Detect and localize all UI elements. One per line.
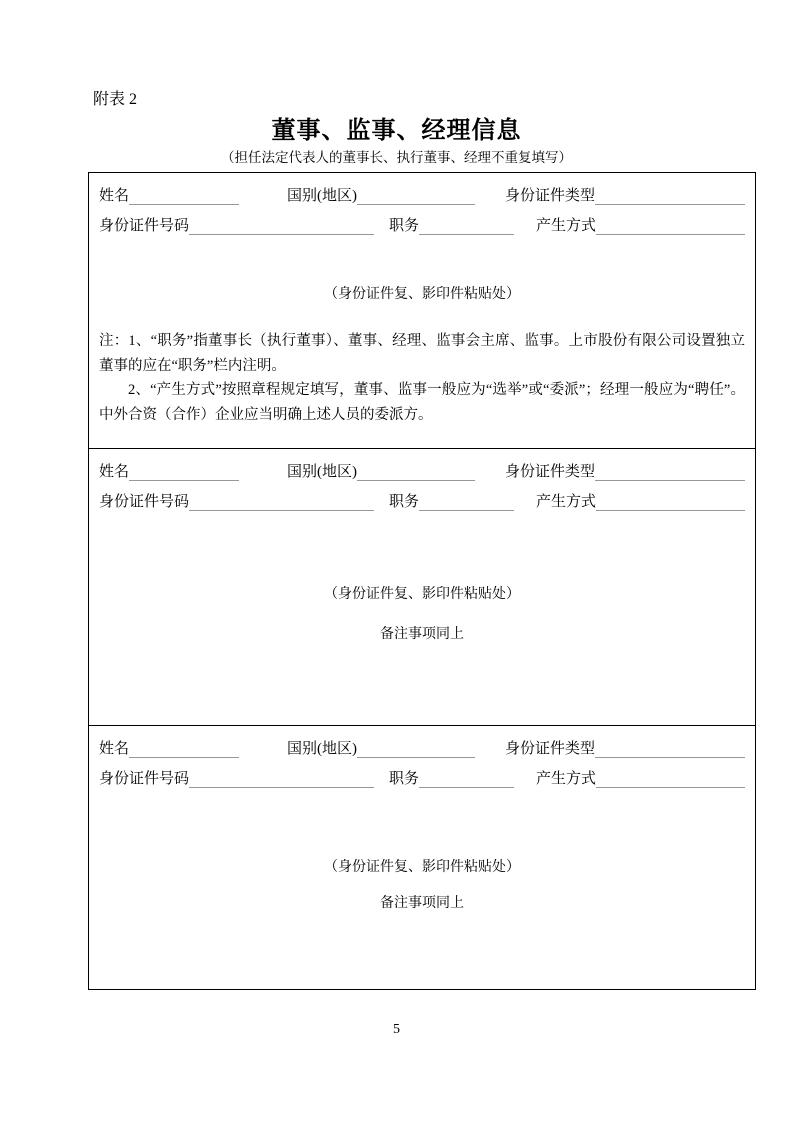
position-blank[interactable] — [419, 769, 514, 788]
method-blank[interactable] — [596, 769, 745, 788]
name-label: 姓名 — [99, 188, 130, 204]
country-label: 国别(地区) — [287, 464, 358, 480]
country-blank[interactable] — [357, 739, 475, 758]
name-blank[interactable] — [129, 186, 239, 205]
page-subtitle: （担任法定代表人的董事长、执行董事、经理不重复填写） — [221, 150, 572, 165]
page-number: 5 — [393, 1022, 400, 1037]
country-blank[interactable] — [357, 186, 475, 205]
id-type-label: 身份证件类型 — [505, 741, 596, 757]
id-number-blank[interactable] — [189, 492, 374, 511]
id-number-blank[interactable] — [189, 216, 374, 235]
paste-area-label: （身份证件复、影印件粘贴处） — [324, 587, 520, 602]
appendix-label: 附表 2 — [93, 91, 138, 108]
remark-same-label: 备注事项同上 — [380, 896, 464, 911]
position-blank[interactable] — [419, 492, 514, 511]
method-blank[interactable] — [596, 492, 745, 511]
position-blank[interactable] — [419, 216, 514, 235]
country-label: 国别(地区) — [287, 188, 358, 204]
form-notes — [99, 329, 745, 428]
name-label: 姓名 — [99, 464, 130, 480]
field-row-details-2 — [99, 487, 745, 511]
name-label: 姓名 — [99, 741, 130, 757]
position-label: 职务 — [389, 771, 420, 787]
method-blank[interactable] — [596, 216, 745, 235]
id-type-blank[interactable] — [595, 186, 745, 205]
paste-area-label: （身份证件复、影印件粘贴处） — [324, 860, 520, 875]
note-line-2: 2、“产生方式”按照章程规定填写，董事、监事一般应为“选举”或“委派”；经理一般应为“聘任”。中外合资（合作）企业应当明确上述人员的委派方。 — [99, 382, 745, 423]
remark-same-label: 备注事项同上 — [380, 627, 464, 642]
method-label: 产生方式 — [536, 218, 597, 234]
country-blank[interactable] — [357, 462, 475, 481]
id-number-blank[interactable] — [189, 769, 374, 788]
member-section-1 — [89, 173, 755, 449]
member-section-2 — [89, 449, 755, 726]
field-row-details-1 — [99, 211, 745, 235]
field-row-details-3 — [99, 764, 745, 788]
id-type-label: 身份证件类型 — [505, 464, 596, 480]
method-label: 产生方式 — [536, 771, 597, 787]
position-label: 职务 — [389, 218, 420, 234]
position-label: 职务 — [389, 494, 420, 510]
id-number-label: 身份证件号码 — [99, 218, 190, 234]
paste-area-label: （身份证件复、影印件粘贴处） — [324, 287, 520, 302]
field-row-identity-3 — [99, 734, 745, 758]
name-blank[interactable] — [129, 462, 239, 481]
note-line-1: 注：1、“职务”指董事长（执行董事）、董事、经理、监事会主席、监事。上市股份有限公司设置独立董事的应在“职务”栏内注明。 — [99, 333, 745, 374]
id-type-blank[interactable] — [595, 462, 745, 481]
method-label: 产生方式 — [536, 494, 597, 510]
field-row-identity-1 — [99, 181, 745, 205]
id-number-label: 身份证件号码 — [99, 494, 190, 510]
name-blank[interactable] — [129, 739, 239, 758]
id-number-label: 身份证件号码 — [99, 771, 190, 787]
member-section-3 — [89, 726, 755, 986]
page-title: 董事、监事、经理信息 — [271, 117, 522, 144]
id-type-blank[interactable] — [595, 739, 745, 758]
field-row-identity-2 — [99, 457, 745, 481]
id-type-label: 身份证件类型 — [505, 188, 596, 204]
form-box — [88, 172, 756, 990]
country-label: 国别(地区) — [287, 741, 358, 757]
